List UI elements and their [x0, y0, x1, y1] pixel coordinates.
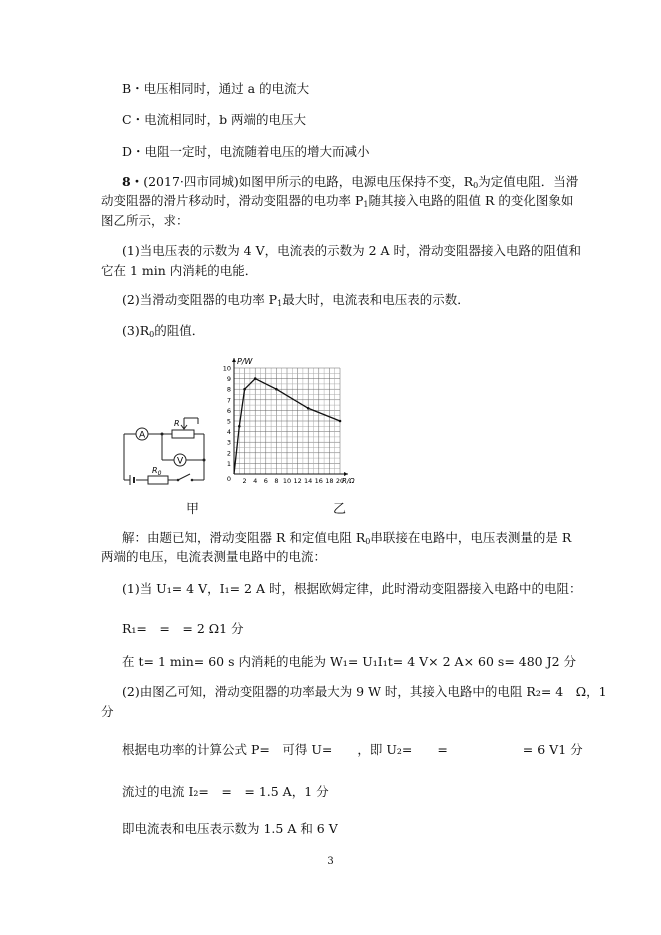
y-axis-label: P/W: [237, 357, 253, 366]
question-8-line3: 图乙所示，求：: [101, 213, 189, 228]
x-axis-arrow: [344, 472, 348, 476]
solution-result: 即电流表和电压表示数为 1.5 A 和 6 V: [122, 821, 338, 836]
rheostat-label: R: [174, 419, 180, 428]
question-text: 动变阻器的滑片移动时，滑动变阻器的电功率 P: [101, 193, 364, 208]
solution-step-2a: (2)由图乙可知，滑动变阻器的功率最大为 9 W 时，其接入电路中的电阻 R₂= 4 Ω，1: [122, 684, 607, 699]
question-text: (3)R: [122, 323, 150, 338]
y-axis-arrow: [232, 358, 236, 362]
solution-text: 串联接在电路中，电压表测量的是 R: [370, 530, 572, 545]
x-tick-label: 8: [274, 477, 279, 485]
question-text: 的阻值．: [154, 323, 205, 338]
y-tick-label: 2: [226, 449, 231, 458]
voltmeter-label: V: [177, 456, 184, 467]
x-axis-label: R/Ω: [342, 477, 355, 485]
circuit-diagram: [118, 412, 214, 492]
power-resistance-graph: [224, 350, 364, 490]
subscript: 1: [277, 299, 283, 308]
x-tick-label: 12: [293, 477, 302, 485]
subscript: 0: [149, 330, 155, 339]
question-part-1b: 它在 1 min 内消耗的电能．: [101, 263, 258, 278]
subscript: 0: [473, 181, 479, 190]
y-tick-label: 7: [226, 396, 231, 405]
x-tick-label: 10: [282, 477, 292, 485]
question-text: 最大时，电流表和电压表的示数．: [282, 292, 470, 307]
solution-step-2b: 分: [101, 704, 114, 719]
resistor-label: $R_0$: [152, 466, 162, 477]
data-point: [238, 425, 241, 428]
solution-step-1: (1)当 U₁= 4 V，I₁= 2 A 时，根据欧姆定律，此时滑动变阻器接入电路中的电阻：: [122, 581, 582, 596]
x-tick-label: 6: [263, 477, 268, 485]
data-point: [275, 388, 278, 391]
data-point: [254, 377, 257, 380]
question-text: (2)当滑动变阻器的电功率 P: [122, 292, 278, 307]
question-text: 随其接入电路的阻值 R 的变化图象如: [368, 193, 574, 208]
x-tick-label: 4: [253, 477, 258, 485]
subscript: 1: [363, 200, 369, 209]
question-text: (2017·四市同城)如图甲所示的电路，电源电压保持不变，R: [143, 174, 474, 189]
y-tick-label: 1: [226, 459, 231, 468]
solution-text: 解：由题已知，滑动变阻器 R 和定值电阻 R: [122, 530, 366, 545]
question-text: 为定值电阻．当滑: [478, 174, 579, 189]
x-tick-label: 14: [304, 477, 313, 485]
question-8-line2: [101, 192, 573, 214]
data-point: [243, 388, 246, 391]
caption-jia: 甲: [186, 502, 200, 517]
question-number: 8・: [122, 174, 144, 189]
question-part-3: [122, 322, 204, 344]
solution-r1: R₁= = = 2 Ω1 分: [122, 621, 244, 636]
caption-yi: 乙: [333, 502, 347, 517]
data-point: [307, 407, 310, 410]
x-tick-label: 16: [314, 477, 323, 485]
solution-intro-2: 两端的电压，电流表测量电路中的电流：: [101, 549, 327, 564]
y-tick-label: 5: [226, 417, 231, 426]
ammeter-label: A: [139, 430, 146, 441]
x-tick-label: 2: [242, 477, 247, 485]
y-tick-label: 3: [226, 438, 231, 447]
tick-labels: [223, 365, 344, 486]
page-number: 3: [327, 856, 334, 867]
subscript: 0: [365, 537, 371, 546]
option-b: B・电压相同时，通过 a 的电流大: [122, 81, 310, 96]
y-tick-label: 6: [226, 406, 231, 415]
solution-formula: 根据电功率的计算公式 P= 可得 U= ，即 U₂= = = 6 V1 分: [122, 742, 583, 757]
origin-label: 0: [226, 475, 231, 483]
y-tick-label: 4: [226, 428, 231, 437]
option-d: D・电阻一定时，电流随着电压的增大而减小: [122, 144, 370, 159]
x-tick-label: 20: [335, 477, 345, 485]
solution-current: 流过的电流 I₂= = = 1.5 A，1 分: [122, 784, 329, 799]
y-tick-label: 9: [226, 375, 231, 384]
x-tick-label: 18: [325, 477, 334, 485]
y-tick-label: 8: [226, 385, 231, 394]
question-part-2: [122, 291, 470, 313]
data-point: [339, 420, 342, 423]
y-tick-label: 10: [222, 364, 231, 373]
option-c: C・电流相同时，b 两端的电压大: [122, 112, 307, 127]
data-points: [238, 377, 341, 427]
question-part-1a: (1)当电压表的示数为 4 V，电流表的示数为 2 A 时，滑动变阻器接入电路的阻值和: [122, 243, 582, 258]
solution-w1: 在 t= 1 min= 60 s 内消耗的电能为 W₁= U₁I₁t= 4 V× 2 A× 60 s= 480 J2 分: [122, 654, 577, 669]
